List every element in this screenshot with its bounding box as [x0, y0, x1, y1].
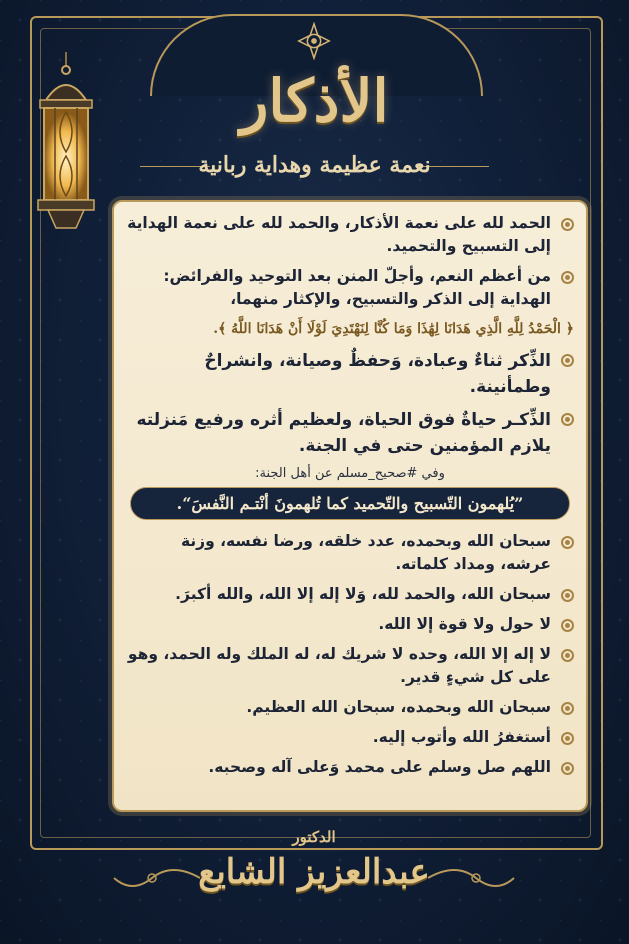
list-item — [126, 583, 574, 606]
list-item — [126, 348, 574, 400]
bullet-icon — [561, 271, 574, 284]
page-title: الأذكار — [240, 67, 389, 135]
item-text: الحمد لله على نعمة الأذكار، والحمد لله على نعمة الهداية إلى التسبيح والتحميد. — [127, 214, 551, 255]
list-item — [126, 756, 574, 779]
author-title: الدكتور — [292, 828, 336, 846]
item-text: سبحان الله وبحمده، سبحان الله العظيم. — [246, 698, 551, 716]
item-text: الذِّكر ثناءٌ وعبادة، وَحفظٌ وصيانة، وانشراحٌ وطمأنينة. — [204, 351, 551, 397]
bullet-icon — [561, 536, 574, 549]
item-text: سبحان الله، والحمد لله، وَلا إله إلا الله، والله أكبرَ. — [175, 585, 551, 603]
list-item — [126, 613, 574, 636]
bullet-icon — [561, 354, 574, 367]
bullet-icon — [561, 762, 574, 775]
bullet-icon — [561, 413, 574, 426]
bullet-icon — [561, 218, 574, 231]
item-text: سبحان الله وبحمده، عدد خلقه، ورضا نفسه، وزنة عرشه، ومداد كلماته. — [180, 532, 551, 573]
bullet-icon — [561, 649, 574, 662]
item-text: لا حول ولا قوة إلا الله. — [378, 615, 551, 633]
item-text: الذِّكـر حياةٌ فوق الحياة، ولعظيم أثره ورفيع مَنزلته يلازم المؤمنين حتى في الجنة. — [136, 410, 551, 456]
author-name: عبدالعزيز الشايع — [198, 852, 430, 892]
item-text: أستغفرُ الله وأتوب إليه. — [372, 728, 551, 746]
list-item — [126, 696, 574, 719]
list-item — [126, 212, 574, 258]
bullet-icon — [561, 619, 574, 632]
bullet-icon — [561, 589, 574, 602]
quran-verse: ﴿ الْحَمْدُ لِلَّهِ الَّذِي هَدَانَا لِهَٰذَا وَمَا كُنَّا لِنَهْتَدِيَ لَوْلَا أَنْ هَدَانَا اللَّهُ ﴾. — [213, 321, 574, 337]
list-item — [126, 726, 574, 749]
list-item — [126, 407, 574, 459]
bullet-icon — [561, 732, 574, 745]
medallion-icon — [295, 22, 333, 60]
item-text: لا إله إلا الله، وحده لا شريك له، له الملك وله الحمد، وهو على كل شيءٍ قدير. — [127, 645, 551, 686]
item-text: اللهم صل وسلم على محمد وَعلى آله وصحبه. — [208, 758, 551, 776]
list-item — [126, 530, 574, 576]
author-block — [112, 818, 516, 918]
item-text: من أعظم النعم، وأجلّ المنن بعد التوحيد والفرائض: الهداية إلى الذكر والتسبيح، والإكثار منهما، — [163, 267, 551, 308]
content-list — [126, 212, 574, 786]
hadith-intro: وفي #صحيح_مسلم عن أهل الجنة: — [255, 466, 445, 481]
list-item — [126, 643, 574, 689]
list-item — [126, 265, 574, 311]
hadith-quote: ”يُلهمون التّسبيح والتّحميد كما تُلهمونَ أنْتـم النَّفسَ“. — [130, 487, 570, 520]
page-subtitle: نعمة عظيمة وهداية ربانية — [198, 152, 431, 178]
bullet-icon — [561, 702, 574, 715]
